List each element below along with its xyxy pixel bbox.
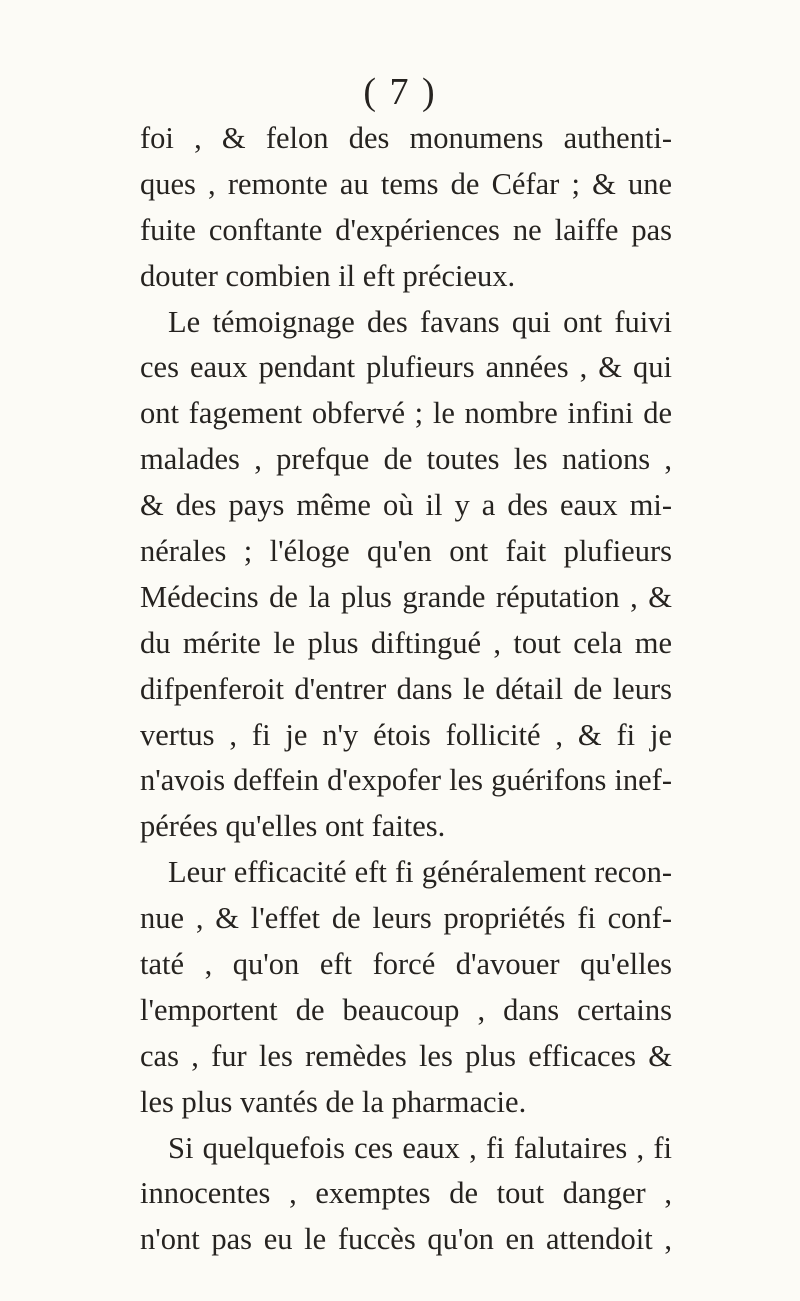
text-line: ques , remonte au tems de Céfar ; & une [140, 166, 672, 201]
page-number: ( 7 ) [363, 71, 437, 113]
text-line: Le témoignage des favans qui ont fuivi [168, 304, 672, 339]
body-text [140, 116, 672, 1263]
text-line: foi , & felon des monumens authenti- [140, 121, 672, 155]
text-line: taté , qu'on eft forcé d'avouer qu'elles [140, 947, 672, 982]
text-line: difpenferoit d'entrer dans le détail de leurs [140, 671, 672, 706]
text-line: malades , prefque de toutes les nations , [140, 442, 672, 477]
text-line: nérales ; l'éloge qu'en ont fait plufieurs [140, 534, 672, 569]
text-line: pérées qu'elles ont faites. [140, 809, 446, 844]
text-line: fuite conftante d'expériences ne laiffe pas [140, 212, 672, 247]
text-line: cas , fur les remèdes les plus efficaces & [140, 1038, 672, 1073]
text-line: vertus , fi je n'y étois follicité , & fi je [140, 717, 672, 752]
text-line: du mérite le plus diftingué , tout cela me [140, 625, 672, 660]
text-line: n'avois deffein d'expofer les guérifons inef- [140, 763, 672, 798]
text-line: les plus vantés de la pharmacie. [140, 1084, 527, 1119]
text-line: Médecins de la plus grande réputation , & [140, 579, 672, 614]
text-line: ont fagement obfervé ; le nombre infini de [140, 396, 672, 431]
text-line: Si quelquefois ces eaux , fi falutaires , fi [168, 1130, 672, 1165]
text-line: nue , & l'effet de leurs propriétés fi conf- [140, 901, 672, 936]
text-line: n'ont pas eu le fuccès qu'on en attendoit , [140, 1222, 672, 1257]
text-line: Leur efficacité eft fi généralement recon- [168, 855, 672, 890]
text-line: ces eaux pendant plufieurs années , & qui [140, 350, 672, 385]
text-line: douter combien il eft précieux. [140, 258, 516, 293]
text-line: l'emportent de beaucoup , dans certains [140, 992, 672, 1027]
text-line: & des pays même où il y a des eaux mi- [140, 488, 672, 523]
text-line: innocentes , exemptes de tout danger , [140, 1176, 672, 1211]
